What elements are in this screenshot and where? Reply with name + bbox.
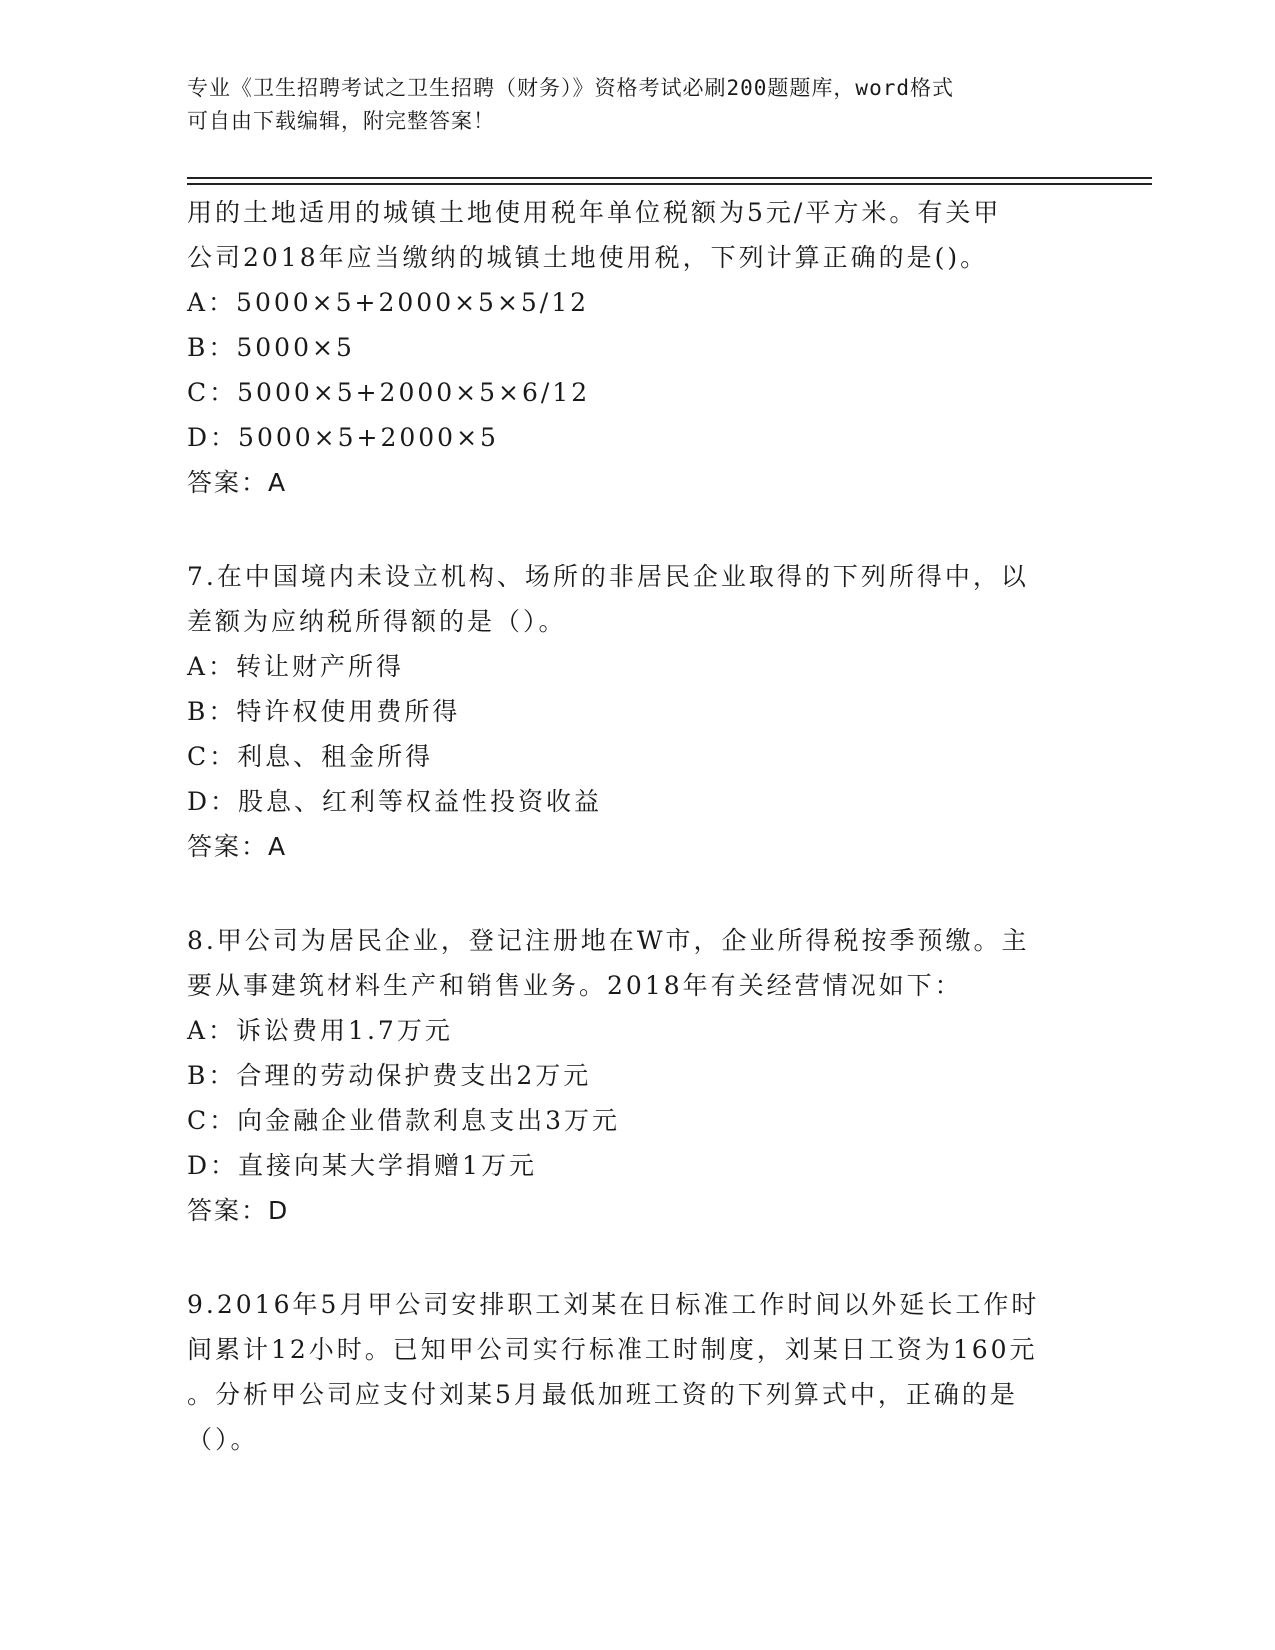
- question-stem-line: 用的土地适用的城镇土地使用税年单位税额为5元/平方米。有关甲: [187, 198, 1002, 227]
- option-a: A：5000×5+2000×5×5/12: [187, 288, 590, 317]
- option-a: A：诉讼费用1.7万元: [187, 1016, 453, 1045]
- document-header: [187, 72, 1087, 138]
- option-b: B：合理的劳动保护费支出2万元: [187, 1061, 592, 1090]
- option-c: C：利息、租金所得: [187, 742, 434, 771]
- question-9: [187, 1282, 1087, 1462]
- option-c: C：向金融企业借款利息支出3万元: [187, 1106, 621, 1135]
- question-stem-line: （）。: [187, 1425, 259, 1454]
- option-d: D：直接向某大学捐赠1万元: [187, 1151, 537, 1180]
- answer-line: 答案：D: [187, 1196, 290, 1225]
- header-title-line-2: 可自由下载编辑，附完整答案！: [187, 109, 495, 133]
- option-b: B：特许权使用费所得: [187, 697, 461, 726]
- question-stem-line: 公司2018年应当缴纳的城镇土地使用税，下列计算正确的是()。: [187, 243, 989, 272]
- question-stem-line: 要从事建筑材料生产和销售业务。2018年有关经营情况如下：: [187, 971, 963, 1000]
- question-stem-line: 间累计12小时。已知甲公司实行标准工时制度，刘某日工资为160元: [187, 1335, 1038, 1364]
- question-6: [187, 190, 1087, 505]
- question-7: [187, 554, 1087, 869]
- answer-line: 答案：A: [187, 468, 288, 497]
- option-b: B：5000×5: [187, 333, 355, 362]
- header-title-line-1: 专业《卫生招聘考试之卫生招聘（财务）》资格考试必刷200题题库，word格式: [187, 76, 954, 100]
- spacer: [187, 505, 1087, 554]
- spacer: [187, 1233, 1087, 1282]
- header-divider-bottom: [187, 183, 1152, 185]
- option-d: D：股息、红利等权益性投资收益: [187, 787, 603, 816]
- question-stem-line: 7.在中国境内未设立机构、场所的非居民企业取得的下列所得中，以: [187, 562, 1029, 591]
- question-stem-line: 8.甲公司为居民企业，登记注册地在W市，企业所得税按季预缴。主: [187, 926, 1030, 955]
- option-c: C：5000×5+2000×5×6/12: [187, 378, 591, 407]
- question-stem-line: 9.2016年5月甲公司安排职工刘某在日标准工作时间以外延长工作时: [187, 1290, 1040, 1319]
- question-8: [187, 918, 1087, 1233]
- answer-line: 答案：A: [187, 832, 288, 861]
- option-a: A：转让财产所得: [187, 652, 405, 681]
- question-stem-line: 差额为应纳税所得额的是（）。: [187, 607, 567, 636]
- spacer: [187, 869, 1087, 918]
- question-list: [187, 190, 1087, 1462]
- question-stem-line: 。分析甲公司应支付刘某5月最低加班工资的下列算式中，正确的是: [187, 1380, 1018, 1409]
- header-divider-top: [187, 177, 1152, 179]
- option-d: D：5000×5+2000×5: [187, 423, 499, 452]
